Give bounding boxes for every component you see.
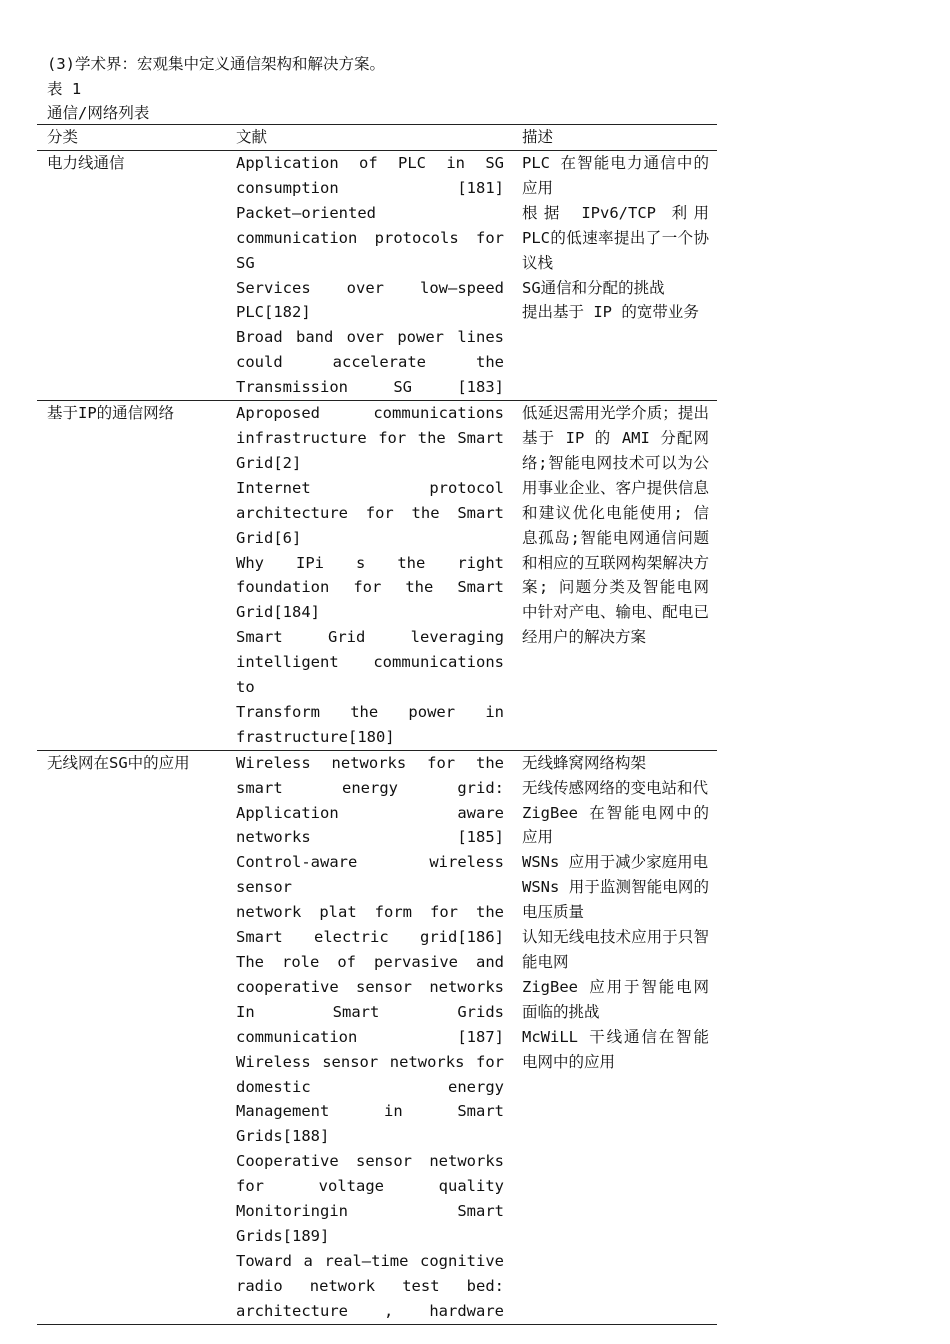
literature-line: foundation for the Smart — [236, 578, 504, 597]
category-cell: 电力线通信 — [47, 154, 125, 172]
literature-line: Grids[188] — [236, 1127, 330, 1146]
literature-line: Transmission SG [183] — [236, 378, 504, 397]
literature-line: Grid[2] — [236, 453, 302, 472]
literature-line: communication [187] — [236, 1027, 504, 1046]
description-entry: WSNs 用于监测智能电网的电压质量 — [522, 878, 709, 922]
literature-line: Grid[184] — [236, 603, 320, 622]
description-entry: PLC 在智能电力通信中的应用 — [522, 154, 709, 197]
literature-line: networks [185] — [236, 828, 504, 847]
literature-line: intelligent communications to — [236, 653, 504, 697]
communication-network-table — [37, 124, 717, 1325]
literature-line: Services over low—speed — [236, 278, 504, 297]
literature-line: Packet—oriented — [236, 203, 376, 222]
literature-line: Wireless networks for the — [236, 753, 504, 772]
description-entry: SG通信和分配的挑战 — [522, 278, 665, 297]
literature-line: radio network test bed: — [236, 1276, 504, 1295]
literature-line: Toward a real—time cognitive — [236, 1251, 504, 1270]
table-row — [37, 151, 717, 401]
literature-line: architecture , hardware — [236, 1301, 504, 1320]
description-entry: McWiLL 干线通信在智能电网中的应用 — [522, 1027, 709, 1071]
description-entry: 无线蜂窝网络构架 — [522, 753, 647, 772]
literature-line: frastructure[180] — [236, 727, 395, 746]
literature-cell — [227, 750, 513, 1324]
literature-line: architecture for the Smart — [236, 503, 504, 522]
literature-line: Smart Grid leveraging — [236, 628, 504, 647]
section-heading: (3)学术界：宏观集中定义通信架构和解决方案。 — [47, 55, 385, 73]
table-number: 表 1 — [47, 79, 82, 98]
description-cell — [513, 401, 717, 751]
literature-line: network plat form for the — [236, 903, 504, 922]
literature-line: for voltage quality — [236, 1177, 504, 1196]
description-entry: 根据 IPv6/TCP 利用 PLC的低速率提出了一个协议栈 — [522, 203, 709, 272]
literature-line: Control-aware wireless sensor — [236, 853, 504, 897]
literature-line: Aproposed communications — [236, 404, 504, 423]
description-entry: WSNs 应用于减少家庭用电 — [522, 853, 709, 872]
literature-line: The role of pervasive and — [236, 953, 504, 971]
literature-line: Transform the power in — [236, 702, 504, 721]
table-row — [37, 750, 717, 1324]
table-header-row — [37, 125, 717, 151]
literature-line: communication protocols for — [236, 228, 504, 247]
literature-line: consumption [181] — [236, 178, 504, 197]
literature-line: Cooperative sensor networks — [236, 1152, 504, 1171]
literature-cell — [227, 401, 513, 751]
literature-line: In Smart Grids — [236, 1002, 504, 1021]
intro-block — [47, 52, 385, 126]
literature-cell — [227, 151, 513, 401]
table-caption: 通信/网络列表 — [47, 104, 150, 122]
literature-line: Why IPi s the right — [236, 553, 504, 572]
description-entry: 低延迟需用光学介质；提出基于 IP 的 AMI 分配网络;智能电网技术可以为公用事业企业、客户提供信息和建议优化电能使用; 信息孤岛;智能电网通信问题和相应的互联网构架解决方案; 问题分类及智能电网中针对产电、输电、配电已经用户的解决方案 — [522, 404, 709, 647]
category-cell: 无线网在SG中的应用 — [47, 753, 190, 772]
literature-line: infrastructure for the Smart — [236, 428, 504, 447]
table-row — [37, 401, 717, 751]
literature-line: Grid[6] — [236, 528, 302, 547]
description-cell — [513, 151, 717, 401]
literature-line: Application of PLC in SG — [236, 154, 504, 172]
header-category: 分类 — [47, 128, 79, 146]
description-cell — [513, 750, 717, 1324]
literature-line: Grids[189] — [236, 1226, 330, 1245]
header-literature: 文献 — [236, 128, 268, 146]
literature-line: Management in Smart — [236, 1102, 504, 1121]
literature-line: could accelerate the — [236, 353, 504, 372]
literature-line: Smart electric grid[186] — [236, 928, 504, 947]
description-entry: ZigBee 在智能电网中的应用 — [522, 803, 709, 847]
description-entry: 无线传感网络的变电站和代 — [522, 778, 709, 797]
description-entry: 提出基于 IP 的宽带业务 — [522, 303, 699, 322]
literature-line: Internet protocol — [236, 478, 504, 497]
literature-line: PLC[182] — [236, 303, 311, 322]
category-cell: 基于IP的通信网络 — [47, 404, 175, 423]
literature-line: smart energy grid: — [236, 778, 504, 797]
literature-line: domestic energy — [236, 1077, 504, 1096]
literature-line: Application aware — [236, 803, 504, 822]
literature-line: Broad band over power lines — [236, 328, 504, 347]
literature-line: cooperative sensor networks — [236, 977, 504, 996]
literature-line: SG — [236, 253, 255, 272]
header-description: 描述 — [522, 128, 554, 146]
literature-line: Wireless sensor networks for — [236, 1052, 504, 1071]
description-entry: 认知无线电技术应用于只智能电网 — [522, 928, 709, 971]
description-entry: ZigBee 应用于智能电网面临的挑战 — [522, 977, 709, 1021]
literature-line: Monitoringin Smart — [236, 1202, 504, 1221]
